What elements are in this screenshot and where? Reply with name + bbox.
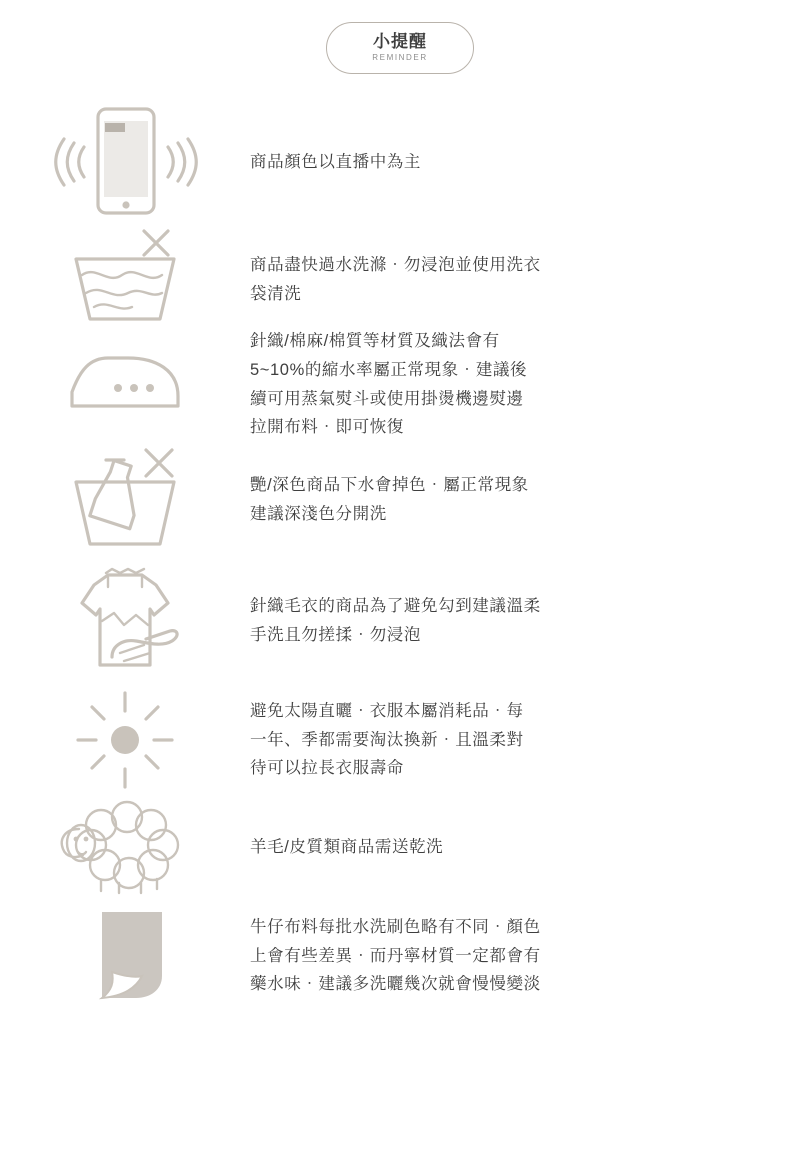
icon-cell — [0, 97, 250, 227]
note-line: 袋清洗 — [250, 284, 302, 303]
note-text — [250, 327, 800, 443]
reminder-list — [0, 92, 800, 1012]
icon-cell — [0, 225, 250, 335]
icon-cell — [0, 440, 250, 560]
note-line: 避免太陽直曬‧衣服本屬消耗品‧每 — [250, 701, 524, 720]
note-line: 5~10%的縮水率屬正常現象‧建議後 — [250, 360, 528, 379]
note-line: 艷/深色商品下水會掉色‧屬正常現象 — [250, 475, 529, 494]
list-item — [0, 92, 800, 232]
list-item — [0, 442, 800, 557]
list-item — [0, 900, 800, 1012]
note-line: 手洗且勿搓揉‧勿浸泡 — [250, 626, 421, 644]
no-direct-sunlight-icon — [65, 685, 185, 795]
list-item — [0, 327, 800, 442]
hand-wash-sweater-icon — [50, 561, 200, 681]
list-item — [0, 685, 800, 795]
phone-livestream-icon — [50, 97, 200, 227]
note-line: 續可用蒸氣熨斗或使用掛燙機邊熨邊 — [250, 389, 524, 408]
note-line: 一年、季都需要淘汰換新‧且溫柔對 — [250, 730, 524, 749]
note-line: 藥水味‧建議多洗曬幾次就會慢慢變淡 — [250, 975, 541, 994]
iron-icon — [50, 340, 200, 430]
note-line: 針織/棉麻/棉質等材質及織法會有 — [250, 331, 500, 350]
list-item — [0, 557, 800, 685]
note-text — [250, 471, 800, 529]
sheep-wool-icon — [45, 795, 205, 900]
icon-cell — [0, 340, 250, 430]
note-text — [250, 148, 800, 177]
note-text — [250, 833, 800, 862]
note-line: 針織毛衣的商品為了避免勾到建議溫柔 — [250, 597, 541, 616]
note-text — [250, 592, 800, 650]
note-text — [250, 251, 800, 309]
no-soak-wash-basin-icon — [50, 225, 200, 335]
note-line: 牛仔布料每批水洗刷色略有不同‧顏色 — [250, 917, 541, 936]
reminder-title: 小提醒 — [373, 31, 427, 51]
icon-cell — [0, 685, 250, 795]
note-line: 拉開布料‧即可恢復 — [250, 418, 404, 437]
list-item — [0, 232, 800, 327]
list-item — [0, 795, 800, 900]
reminder-badge — [326, 22, 474, 74]
icon-cell — [0, 795, 250, 900]
note-line: 待可以拉長衣服壽命 — [250, 759, 404, 778]
note-text — [250, 697, 800, 784]
note-line: 商品盡快過水洗滌‧勿浸泡並使用洗衣 — [250, 255, 541, 274]
note-text — [250, 913, 800, 1000]
reminder-header — [0, 0, 800, 74]
icon-cell — [0, 561, 250, 681]
icon-cell — [0, 906, 250, 1006]
note-line: 羊毛/皮質類商品需送乾洗 — [250, 838, 444, 857]
note-line: 建議深淺色分開洗 — [250, 504, 387, 523]
denim-fabric-icon — [50, 906, 200, 1006]
reminder-subtitle: REMINDER — [372, 53, 428, 63]
note-line: 商品顏色以直播中為主 — [250, 152, 421, 171]
note-line: 上會有些差異‧而丹寧材質一定都會有 — [250, 946, 541, 965]
no-bleach-icon — [50, 440, 200, 560]
